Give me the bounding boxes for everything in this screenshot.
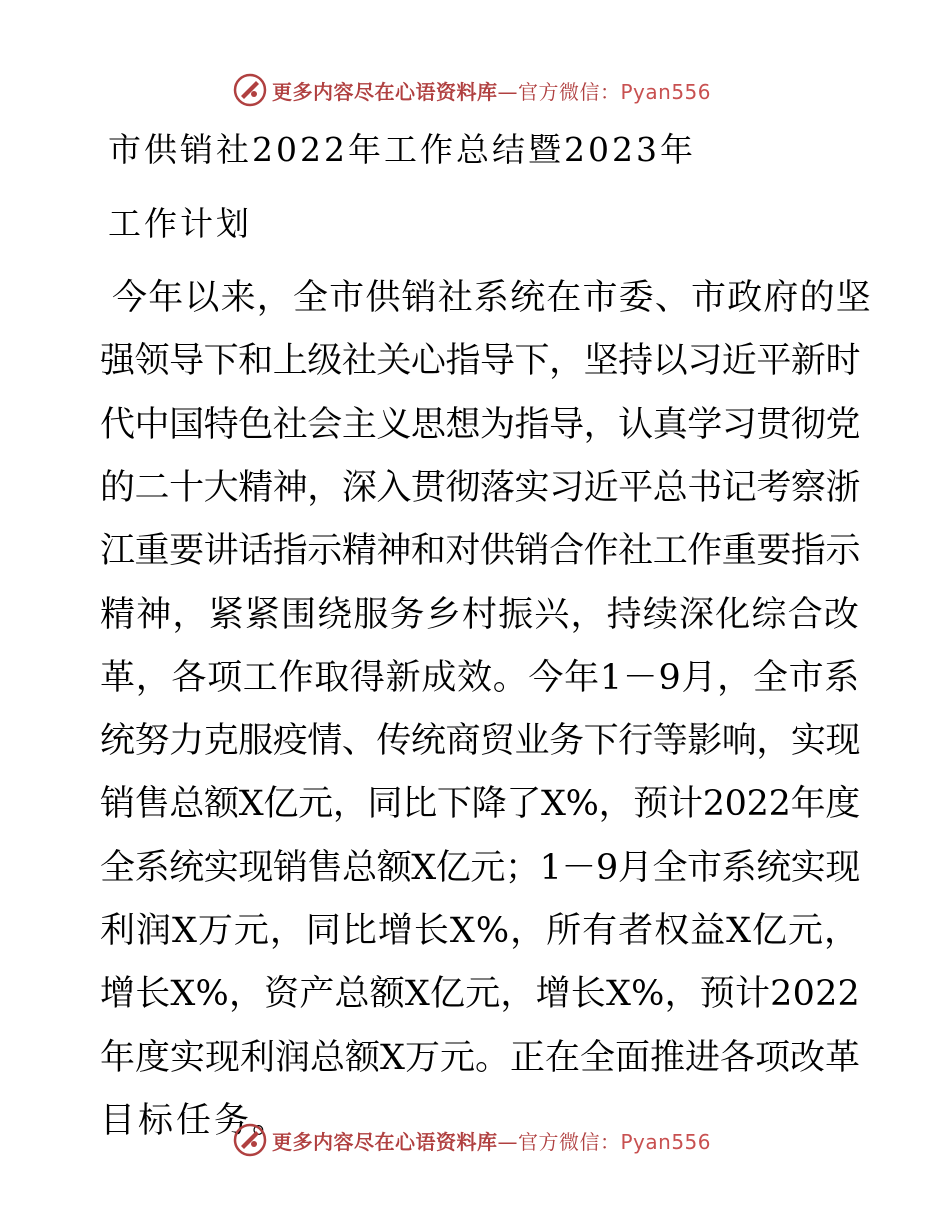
- footer-watermark-dash: —: [497, 1129, 518, 1154]
- watermark-wechat-id: Pyan556: [620, 79, 712, 104]
- body-line-6: 精神，紧紧围绕服务乡村振兴，持续深化综合改: [100, 594, 860, 635]
- footer-brand-logo-icon: [232, 1122, 268, 1158]
- watermark-wechat-label: 官方微信：: [518, 79, 621, 104]
- document-title-line-2: 工作计划: [108, 204, 252, 243]
- document-title-line-1: 市供销社2022年工作总结暨2023年: [108, 130, 696, 169]
- footer-watermark-text: [272, 1126, 711, 1155]
- body-line-5: 江重要讲话指示精神和对供销合作社工作重要指示: [100, 531, 860, 572]
- body-line-8: 统努力克服疫情、传统商贸业务下行等影响，实现: [100, 721, 860, 762]
- header-watermark-banner: [232, 72, 752, 108]
- body-line-11: 利润X万元，同比增长X%，所有者权益X亿元，: [100, 911, 860, 951]
- footer-watermark-wechat-id: Pyan556: [620, 1129, 712, 1154]
- body-line-12: 增长X%，资产总额X亿元，增长X%，预计2022: [100, 974, 860, 1015]
- body-line-4: 的二十大精神，深入贯彻落实习近平总书记考察浙: [100, 467, 860, 508]
- footer-watermark-banner: [232, 1122, 752, 1158]
- body-line-2: 强领导下和上级社关心指导下，坚持以习近平新时: [100, 341, 860, 382]
- body-line-9: 销售总额X亿元，同比下降了X%，预计2022年度: [100, 784, 860, 825]
- body-line-14: 目标任务。: [100, 1100, 291, 1141]
- brand-logo-icon: [232, 72, 268, 108]
- watermark-text: [272, 76, 711, 105]
- watermark-dash: —: [497, 79, 518, 104]
- body-line-13: 年度实现利润总额X万元。正在全面推进各项改革: [100, 1037, 860, 1078]
- body-line-1: 今年以来，全市供销社系统在市委、市政府的坚: [112, 278, 872, 318]
- body-line-3: 代中国特色社会主义思想为指导，认真学习贯彻党: [100, 404, 860, 445]
- watermark-slogan: 更多内容尽在心语资料库: [272, 79, 498, 104]
- body-line-7: 革，各项工作取得新成效。今年1－9月，全市系: [100, 657, 860, 698]
- body-line-10: 全系统实现销售总额X亿元；1－9月全市系统实现: [100, 847, 860, 888]
- footer-watermark-wechat-label: 官方微信：: [518, 1129, 621, 1154]
- footer-watermark-slogan: 更多内容尽在心语资料库: [272, 1129, 498, 1154]
